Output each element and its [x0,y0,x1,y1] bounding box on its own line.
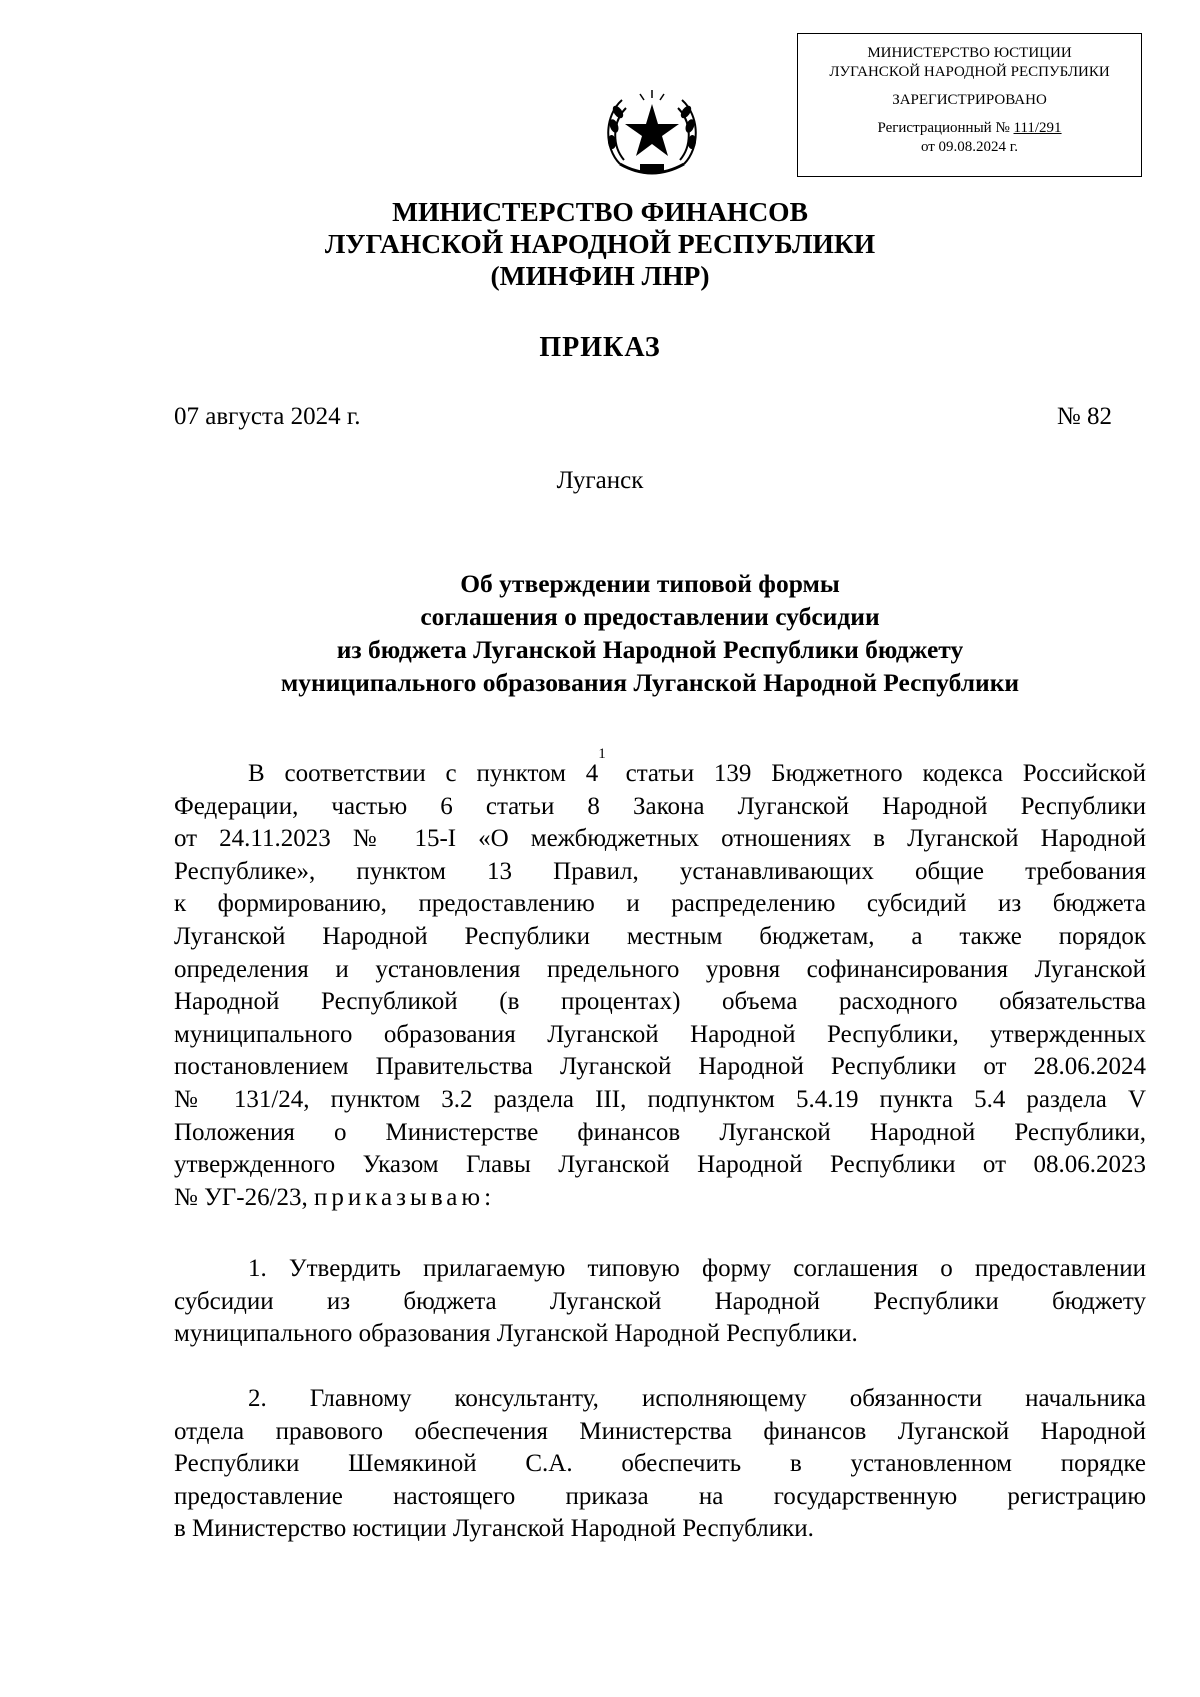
preamble-line: муниципального образования Луганской Народной Республики, утвержденных [174,1020,1146,1048]
item-2-line: отдела правового обеспечения Министерства финансов Луганской Народной [174,1417,1146,1445]
item-2-line: предоставление настоящего приказа на государственную регистрацию [174,1482,1146,1510]
coat-of-arms-icon [600,86,704,186]
item-1-line: 1. Утвердить прилагаемую типовую форму соглашения о предоставлении [248,1255,1146,1282]
stamp-reg-number-row [798,119,1141,138]
item-1-line: муниципального образования Луганской Народной Республики. [174,1320,858,1348]
stamp-reg-number: 111/291 [1013,120,1062,136]
preamble-line: Федерации, частью 6 статьи 8 Закона Луганской Народной Республики [174,792,1146,820]
ministry-name-line-1: МИНИСТЕРСТВО ФИНАНСОВ [392,196,808,227]
subject-line-4: муниципального образования Луганской Народной Республики [280,668,1020,697]
preamble-line: утвержденного Указом Главы Луганской Народной Республики от 08.06.2023 [174,1151,1146,1179]
subject-line-1: Об утверждении типовой формы [460,569,840,598]
ministry-abbrev: (МИНФИН ЛНР) [490,260,710,291]
item-2-line: 2. Главному консультанту, исполняющему обязанности начальника [248,1385,1146,1412]
preamble-line: от 24.11.2023 № 15-I «О межбюджетных отношениях в Луганской Народной [174,825,1146,853]
item-2-line: Республики Шемякиной С.А. обеспечить в установленном порядке [174,1450,1146,1478]
superscript: 1 [598,746,606,762]
item-1-paragraph [174,1253,1146,1351]
order-date: 07 августа 2024 г. [174,403,361,430]
preamble-line: определения и установления предельного уровня софинансирования Луганской [174,955,1146,983]
item-1-line: субсидии из бюджета Луганской Народной Республики бюджету [174,1287,1146,1315]
preamble-line: № 131/24, пунктом 3.2 раздела III, подпунктом 5.4.19 пункта 5.4 раздела V [174,1085,1146,1113]
subject-line-2: соглашения о предоставлении субсидии [420,602,880,631]
order-subject [100,567,1200,699]
preamble-paragraph [174,746,1146,1214]
stamp-registered: ЗАРЕГИСТРИРОВАНО [892,92,1047,108]
subject-line-3: из бюджета Луганской Народной Республики бюджету [336,635,964,664]
preamble-line: постановлением Правительства Луганской Народной Республики от 28.06.2024 [174,1053,1146,1081]
preamble-text: В соответствии с пунктом 4 [248,760,599,787]
preamble-line: Положения о Министерстве финансов Луганской Народной Республики, [174,1118,1146,1146]
preamble-text: статьи 139 Бюджетного кодекса Российской [605,760,1146,787]
document-type: ПРИКАЗ [539,332,661,363]
order-number: № 82 [1056,403,1112,430]
preamble-line [174,746,1146,791]
preamble-line: Луганской Народной Республики местным бюджетам, а также порядок [174,922,1146,950]
order-verb: приказываю: [314,1183,496,1211]
item-2-line: в Министерство юстиции Луганской Народной Республики. [174,1515,814,1543]
preamble-line: к формированию, предоставлению и распределению субсидий из бюджета [174,890,1146,918]
ministry-name-line-2: ЛУГАНСКОЙ НАРОДНОЙ РЕСПУБЛИКИ [324,228,876,259]
preamble-line [174,1182,1146,1215]
order-city: Луганск [556,467,644,494]
preamble-line: Республике», пунктом 13 Правил, устанавливающих общие требования [174,857,1146,885]
preamble-text: № УГ-26/23, [174,1183,315,1211]
ministry-header [0,196,1200,292]
stamp-reg-label: Регистрационный № [877,120,1010,136]
stamp-line-2: ЛУГАНСКОЙ НАРОДНОЙ РЕСПУБЛИКИ [829,64,1110,80]
stamp-line-1: МИНИСТЕРСТВО ЮСТИЦИИ [867,45,1072,61]
stamp-reg-date: от 09.08.2024 г. [920,139,1019,155]
preamble-line: Народной Республикой (в процентах) объема расходного обязательства [174,988,1146,1016]
item-2-paragraph [174,1383,1146,1546]
registration-stamp [797,33,1142,177]
